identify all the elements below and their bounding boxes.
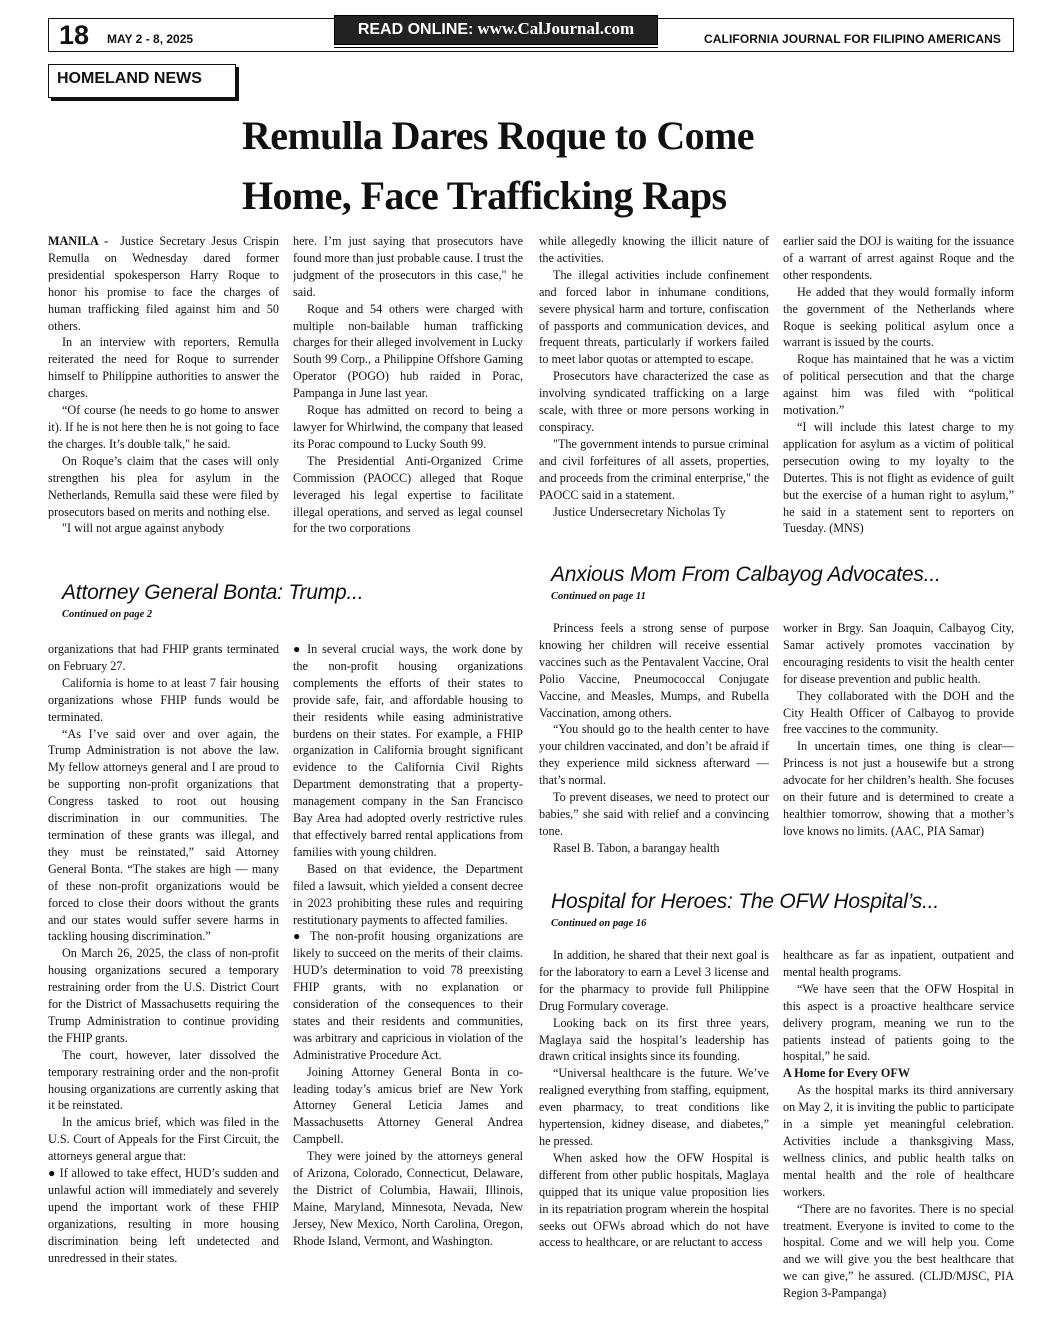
article-paragraph: As the hospital marks its third anniversary on May 2, it is inviting the public to participate in a simple yet meaningful celebration. Activities include a thanksgiving Mass, wellness clinics, and public health talks on mental health and the role of healthcare workers.: [783, 1083, 1014, 1199]
bullet-paragraph: ● If allowed to take effect, HUD’s sudden and unlawful action will immediately and severely upend the important work of these FHIP organizations, resulting in more housing discrimination being left undetected and unredressed in their states.: [48, 1166, 279, 1265]
article-paragraph: Prosecutors have characterized the case as involving syndicated trafficking on a large scale, with three or more persons working in conspiracy.: [539, 369, 769, 434]
article-paragraph: The Presidential Anti-Organized Crime Commission (PAOCC) alleged that Roque leveraged his legal expertise to facilitate illegal operations, and served as legal counsel for the two corporations: [293, 453, 523, 536]
lead-paragraph: [48, 233, 279, 334]
article-paragraph: When asked how the OFW Hospital is different from other public hospitals, Maglaya quipped that its unique value proposition lies in its repatriation program wherein the hospital seeks out OFWs abroad which do not have access to healthcare, or are reluctant to access: [539, 1150, 769, 1250]
article-paragraph: In the amicus brief, which was filed in the U.S. Court of Appeals for the First Circuit, the attorneys general argue that:: [48, 1115, 279, 1164]
article-paragraph: Roque has admitted on record to being a lawyer for Whirlwind, the company that leased its Porac compound to Lucky South 99.: [293, 403, 523, 451]
website-url: www.CalJournal.com: [477, 19, 635, 38]
article-paragraph: Justice Undersecretary Nicholas Ty: [553, 504, 726, 519]
calbayog-continued-note: Continued on page 11: [551, 591, 646, 602]
lead-column-4: [783, 233, 1014, 553]
lead-paragraph: "I will not argue against anybody: [62, 521, 225, 536]
article-paragraph: Princess feels a strong sense of purpose knowing her children will receive essential vaccines such as the Pentavalent Vaccine, Oral Polio Vaccine, Pneumococcal Conjugate Vaccine, and Measles, Mumps, and Rubella Vaccination, among others.: [539, 621, 769, 720]
article-paragraph: They collaborated with the DOH and the City Health Officer of Calbayog to provide free vaccines to the community.: [783, 688, 1014, 737]
article-paragraph: The illegal activities include confinement and forced labor in inhumane conditions, severe physical harm and torture, confiscation of passports and communication devices, and frequent threats, particularly if workers failed to meet labor quotas or attempted to escape.: [539, 267, 769, 367]
hospital-column-2: [783, 947, 1014, 1321]
article-paragraph: He added that they would formally inform the government of the Netherlands where Roque is seeking political asylum once a warrant is issued by the courts.: [783, 284, 1014, 350]
article-paragraph: organizations that had FHIP grants terminated on February 27.: [48, 642, 279, 673]
page-number: 18: [59, 20, 90, 50]
article-paragraph: To prevent diseases, we need to protect our babies,” she said with relief and a convincing tone.: [539, 790, 769, 838]
article-paragraph: “I will include this latest charge to my application for asylum as a victim of political persecution owing to my loyalty to the Dutertes. This is not flight as evidence of guilt but the exercise of a human right to asylum,” he said in a statement sent to reporters on Tuesday. (MNS): [783, 419, 1014, 536]
bonta-column-2: [293, 641, 523, 1321]
dateline: MANILA -: [48, 234, 109, 248]
lead-paragraph: On Roque’s claim that the cases will only strengthen his plea for asylum in the Netherlands, Remulla said these were filed by prosecutors based on merits and nothing else.: [48, 453, 279, 519]
masthead-bar: [48, 18, 1014, 52]
article-paragraph: Joining Attorney General Bonta in co-leading today’s amicus brief are New York Attorney General Leticia James and Massachusetts Attorney General Andrea Campbell.: [293, 1064, 523, 1147]
issue-date: MAY 2 - 8, 2025: [107, 32, 194, 46]
publication-name: CALIFORNIA JOURNAL FOR FILIPINO AMERICANS: [704, 32, 1001, 46]
article-paragraph: Rasel B. Tabon, a barangay health: [553, 840, 720, 855]
article-paragraph: while allegedly knowing the illicit nature of the activities.: [539, 234, 769, 265]
calbayog-column-1: [539, 620, 769, 872]
hospital-column-1: [539, 947, 769, 1321]
article-paragraph: Based on that evidence, the Department filed a lawsuit, which yielded a consent decree in 2023 prohibiting these rules and requiring restitutionary payments to affected families.: [293, 861, 523, 927]
article-paragraph: California is home to at least 7 fair housing organizations whose FHIP funds would be terminated.: [48, 675, 279, 724]
article-paragraph: earlier said the DOJ is waiting for the issuance of a warrant of arrest against Roque and the other respondents.: [783, 234, 1014, 282]
article-paragraph: In addition, he shared that their next goal is for the laboratory to earn a Level 3 license and for the pharmacy to provide full Philippine Drug Formulary coverage.: [539, 948, 769, 1013]
section-label: HOMELAND NEWS: [48, 64, 236, 98]
article-paragraph: here. I’m just saying that prosecutors have found more than just probable cause. I trust the judgment of the prosecutors in this case," he said.: [293, 234, 523, 299]
article-paragraph: Roque and 54 others were charged with multiple non-bailable human trafficking charges for their alleged involvement in Lucky South 99 Corp., a Philippine Offshore Gaming Operator (POGO) hub raided in Porac, Pampanga in June last year.: [293, 301, 523, 401]
calbayog-jump-headline: Anxious Mom From Calbayog Advocates...: [551, 563, 941, 586]
lead-column-3: [539, 233, 769, 553]
lead-first-text: Justice Secretary Jesus Crispin Remulla on Wednesday dared former presidential spokesperson Harry Roque to honor his promise to face the charges of human trafficking filed against him and 50 others.: [48, 234, 279, 333]
bonta-jump-headline: Attorney General Bonta: Trump...: [62, 581, 364, 604]
hospital-jump-headline: Hospital for Heroes: The OFW Hospital’s...: [551, 890, 940, 913]
article-paragraph: “There are no favorites. There is no special treatment. Everyone is invited to come to the hospital. Come and we will help you. Come and we will give you the best healthcare that we can give,” he assured. (CLJD/MJSC, PIA Region 3-Pampanga): [783, 1201, 1014, 1301]
article-paragraph: On March 26, 2025, the class of non-profit housing organizations secured a temporary restraining order from the U.S. District Court for the District of Massachusetts requiring the Trump Administration to continue providing the FHIP grants.: [48, 946, 279, 1045]
article-paragraph: “We have seen that the OFW Hospital in this aspect is a proactive healthcare service delivery program, meaning we run to the patients instead of patients going to the hospital,” he said.: [783, 981, 1014, 1064]
article-paragraph: “You should go to the health center to have your children vaccinated, and don’t be afraid if they experience mild sickness afterward — that’s normal.: [539, 722, 769, 788]
read-online-banner: [334, 15, 658, 45]
lead-column-2: [293, 233, 523, 570]
article-paragraph: In uncertain times, one thing is clear—Princess is not just a housewife but a strong advocate for her children’s health. She focuses on their future and is determined to create a healthier tomorrow, showing that a mother’s love knows no limits. (AAC, PIA Samar): [783, 739, 1014, 838]
lead-paragraph: In an interview with reporters, Remulla reiterated the need for Roque to surrender himself to Philippine authorities to answer the charges.: [48, 335, 279, 401]
lead-paragraph: “Of course (he needs to go home to answer it). If he is not here then he is not going to face the charges. It’s double talk," he said.: [48, 403, 279, 451]
headline-line-2: Home, Face Trafficking Raps: [242, 173, 727, 218]
bonta-column-1: [48, 641, 279, 1321]
hospital-continued-note: Continued on page 16: [551, 918, 647, 929]
lead-column-1: [48, 233, 279, 570]
subheading: A Home for Every OFW: [783, 1066, 911, 1081]
read-online-label: READ ONLINE:: [357, 21, 474, 38]
bullet-paragraph: ● In several crucial ways, the work done by the non-profit housing organizations complements the efforts of their states to provide safe, fair, and affordable housing to their residents while easing administrative burdens on their states. For example, a FHIP organization in California brought significant evidence to the California Civil Rights Department demonstrating that a property-management company in the San Francisco Bay Area had adopted overly restrictive rules that effectively barred rental applications from families with young children.: [293, 642, 523, 859]
article-paragraph: The court, however, later dissolved the temporary restraining order and the non-profit housing organizations are currently asking that it be reinstated.: [48, 1047, 279, 1113]
article-paragraph: They were joined by the attorneys general of Arizona, Colorado, Connecticut, Delaware, the District of Columbia, Hawaii, Illinois, Maine, Maryland, Minnesota, Nevada, New Jersey, New Mexico, North Carolina, Oregon, Rhode Island, Vermont, and Washington.: [293, 1149, 523, 1248]
article-paragraph: healthcare as far as inpatient, outpatient and mental health programs.: [783, 948, 1014, 979]
headline-line-1: Remulla Dares Roque to Come: [242, 113, 754, 158]
article-paragraph: worker in Brgy. San Joaquin, Calbayog City, Samar actively promotes vaccination by encouraging residents to visit the health center for disease prevention and public health.: [783, 621, 1014, 686]
article-paragraph: “Universal healthcare is the future. We’ve realigned everything from staffing, equipment, even pharmacy, to treat conditions like hypertension, kidney disease, and diabetes,” he pressed.: [539, 1066, 769, 1148]
bonta-continued-note: Continued on page 2: [62, 609, 153, 620]
calbayog-column-2: [783, 620, 1014, 872]
article-paragraph: Looking back on its first three years, Maglaya said the hospital’s leadership has drawn critical insights since its founding.: [539, 1015, 769, 1064]
article-paragraph: “As I’ve said over and over again, the Trump Administration is not above the law. My fellow attorneys general and I are proud to be supporting non-profit organizations that Congress tasked to root out housing discrimination in our communities. The termination of these grants was illegal, and they must be reinstated,” said Attorney General Bonta. “The stakes are high — many of these non-profit organizations would be forced to close their doors without the grants and our states would suffer severe harms in tackling housing discrimination.”: [48, 726, 279, 944]
bullet-paragraph: ● The non-profit housing organizations are likely to succeed on the merits of their claims. HUD’s determination to void 78 preexisting FHIP grants, with no explanation or consideration of the consequences to their states and their residents and communities, was arbitrary and capricious in violation of the Administrative Procedure Act.: [293, 929, 523, 1062]
article-paragraph: Roque has maintained that he was a victim of political persecution and that the charge against him was filed with “political motivation.”: [783, 352, 1014, 418]
lead-headline: [242, 106, 862, 226]
article-paragraph: "The government intends to pursue criminal and civil forfeitures of all assets, properties, and proceeds from the criminal enterprise," the PAOCC said in a statement.: [539, 436, 769, 502]
